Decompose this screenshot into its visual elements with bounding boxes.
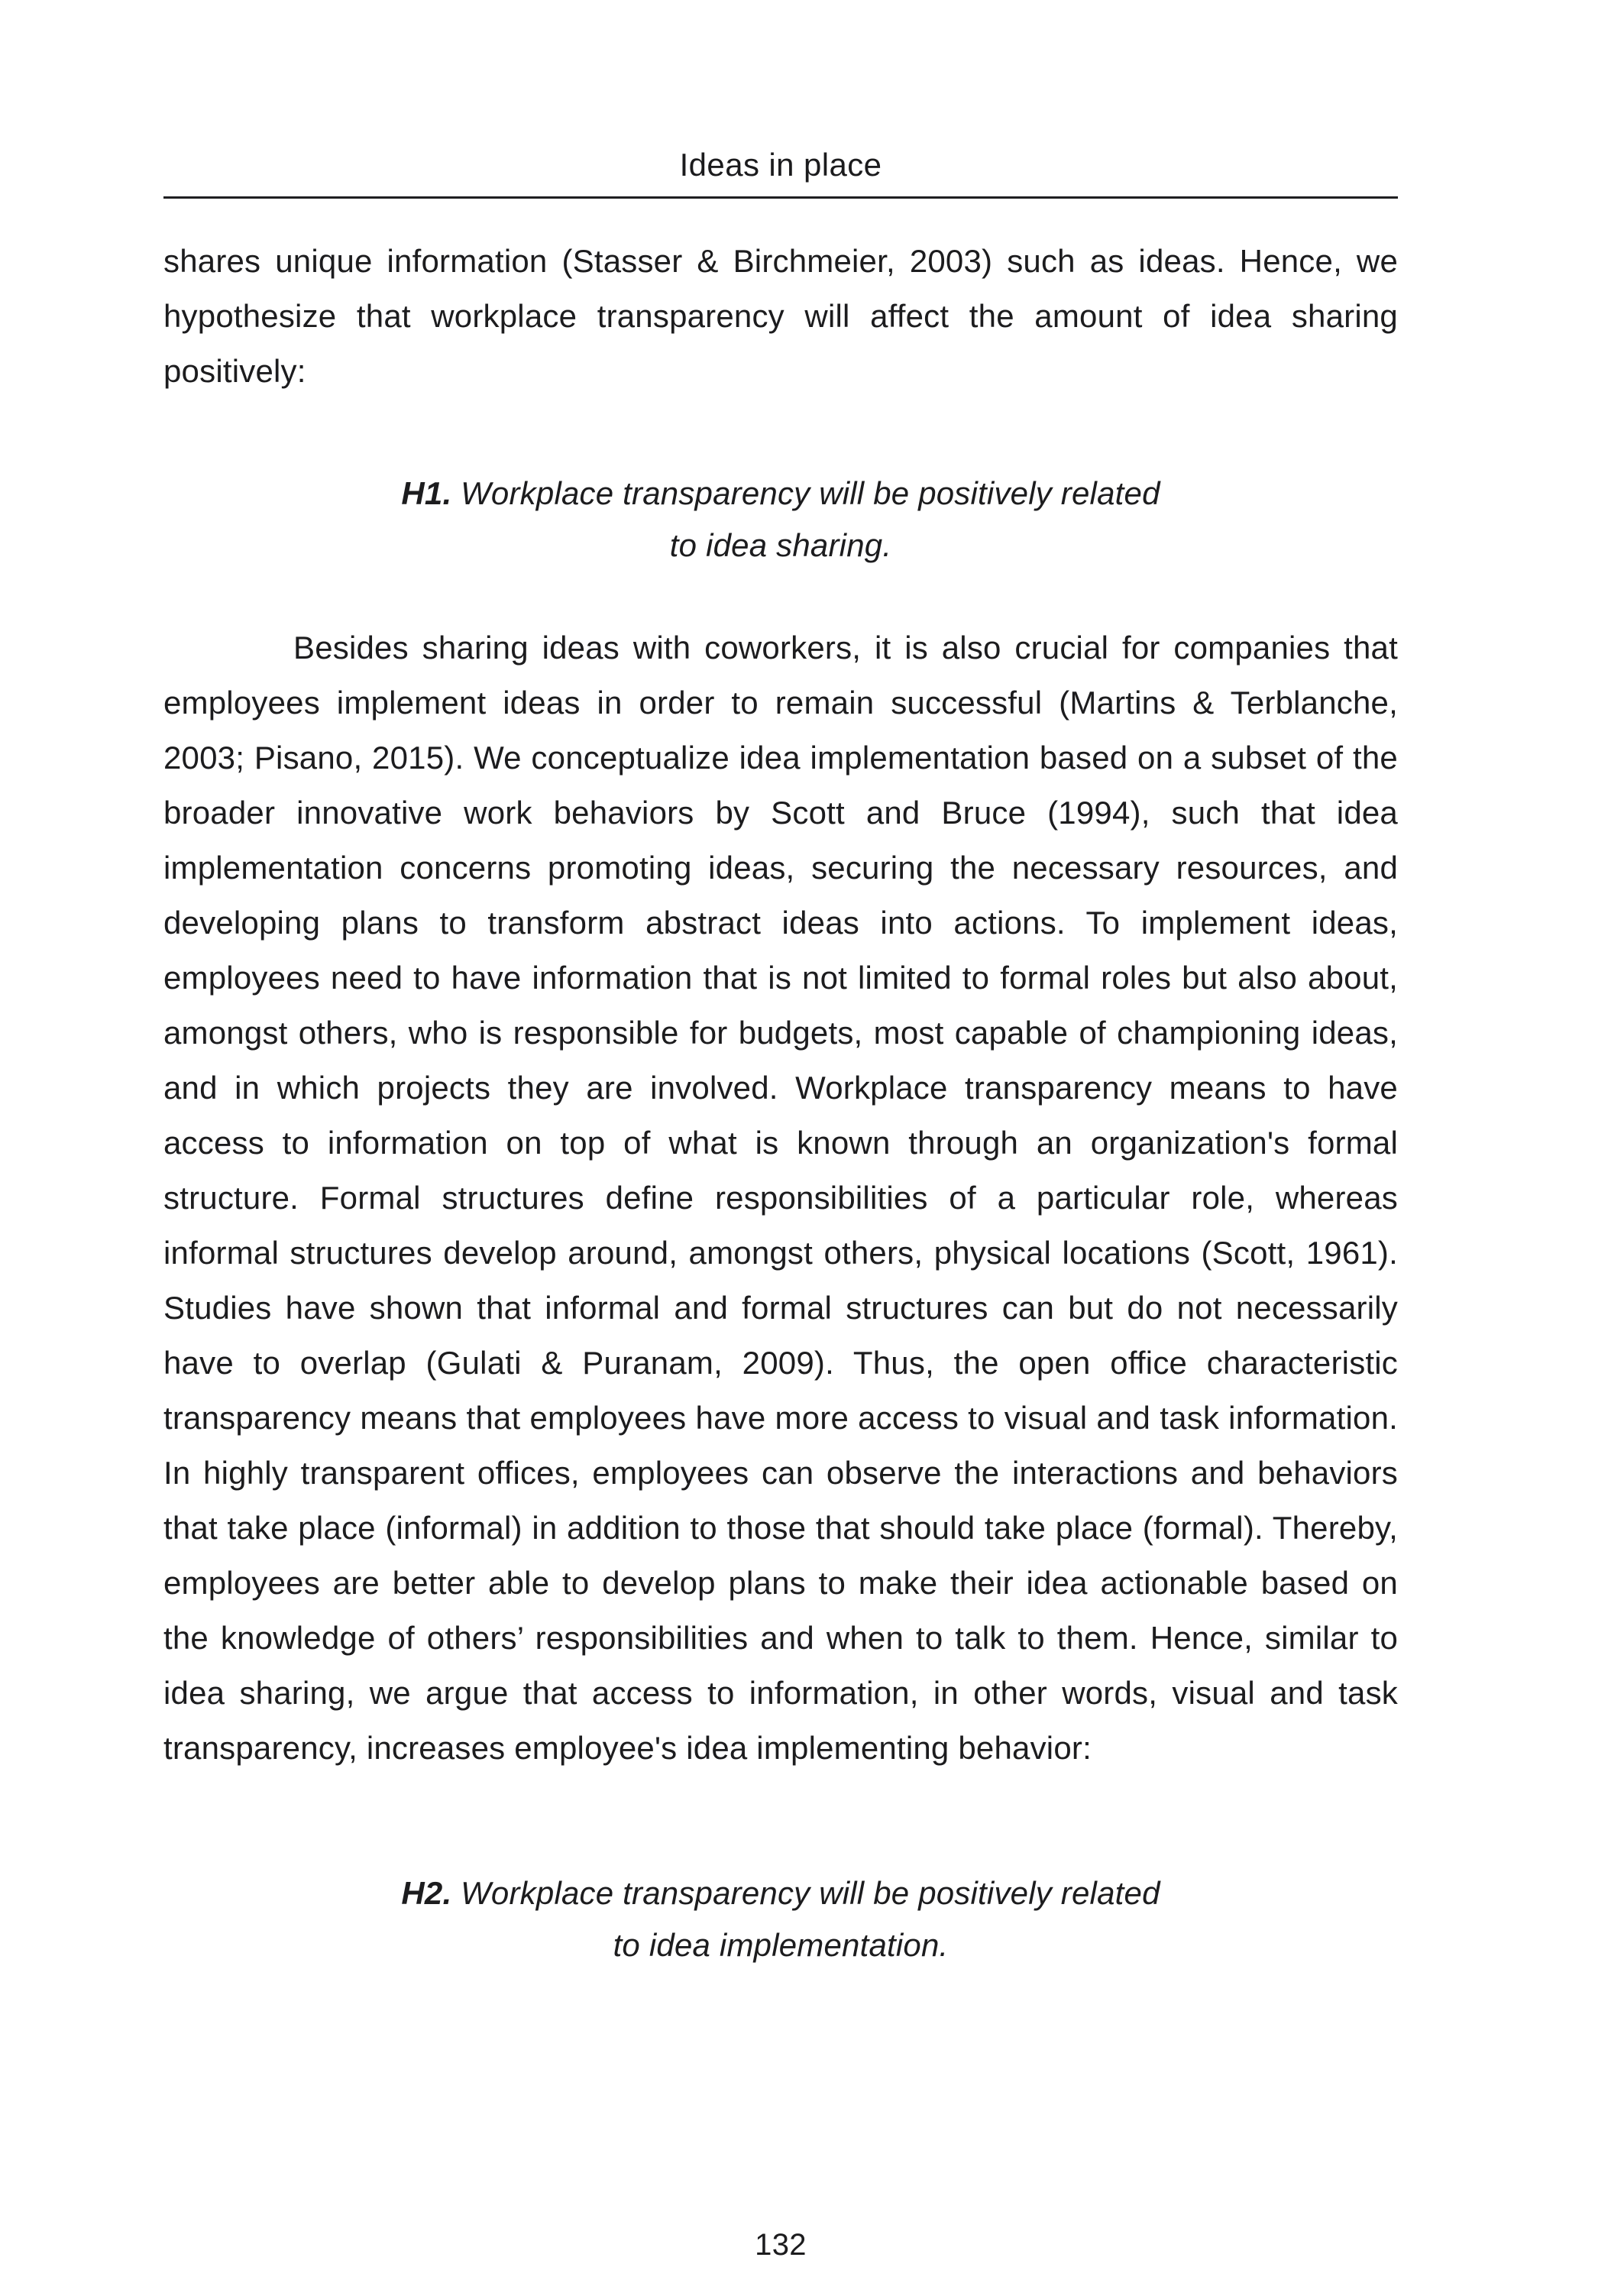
hypothesis-h1-label: H1. (401, 474, 452, 511)
paragraph-idea-implementation: Besides sharing ideas with coworkers, it is also crucial for companies that employees implement ideas in order to remain successful (Martins & Terblanche, 2003; Pisano, 2015). We conceptualize idea implementation based on a subset of the broader innovative work behaviors by Scott and Bruce (1994), such that idea implementation concerns promoting ideas, securing the necessary resources, and developing plans to transform abstract ideas into actions. To implement ideas, employees need to have information that is not limited to formal roles but also about, amongst others, who is responsible for budgets, most capable of championing ideas, and in which projects they are involved. Workplace transparency means to have access to information on top of what is known through an organization's formal structure. Formal structures define responsibilities of a particular role, whereas informal structures develop around, amongst others, physical locations (Scott, 1961). Studies have shown that informal and formal structures can but do not necessarily have to overlap (Gulati & Puranam, 2009). Thus, the open office characteristic transparency means that employees have more access to visual and task information. In highly transparent offices, employees can observe the interactions and behaviors that take place (informal) in addition to those that should take place (formal). Thereby, employees are better able to develop plans to make their idea actionable based on the knowledge of others’ responsibilities and when to talk to them. Hence, similar to idea sharing, we argue that access to information, in other words, visual and task transparency, increases employee's idea implementing behavior: (163, 629, 1398, 1766)
hypothesis-h1 (391, 468, 1170, 572)
page-body (163, 234, 1398, 1971)
hypothesis-h2 (391, 1867, 1170, 1971)
hypothesis-h1-text: Workplace transparency will be positively related to idea sharing. (461, 474, 1160, 563)
hypothesis-h2-text: Workplace transparency will be positively related to idea implementation. (461, 1874, 1160, 1963)
header-rule (163, 196, 1398, 199)
paragraph-idea-sharing: shares unique information (Stasser & Birchmeier, 2003) such as ideas. Hence, we hypothesize that workplace transparency will affect the amount of idea sharing positively: (163, 242, 1398, 389)
hypothesis-h2-label: H2. (401, 1874, 452, 1911)
page-header (163, 145, 1398, 199)
running-head: Ideas in place (679, 147, 882, 183)
page-number: 132 (755, 2228, 807, 2262)
